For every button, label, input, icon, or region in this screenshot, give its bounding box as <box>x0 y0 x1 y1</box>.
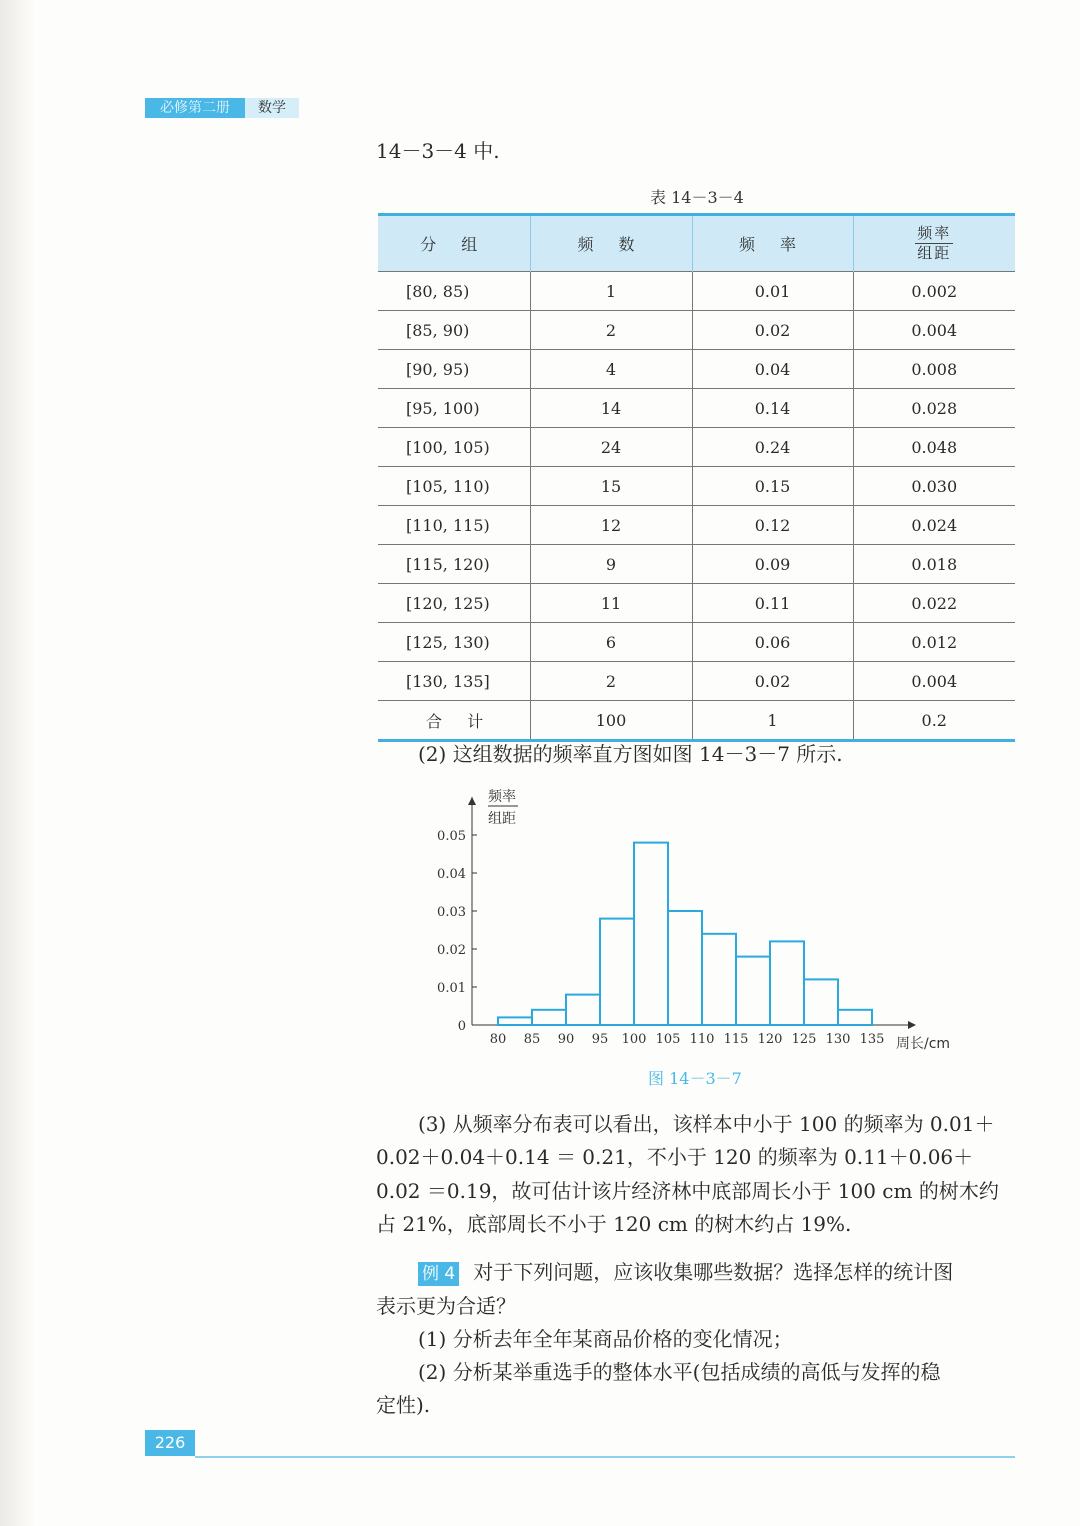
histogram-bar <box>566 995 600 1025</box>
cell-group: [80, 85) <box>378 272 530 311</box>
example-item-2-cont: 定性). <box>376 1393 431 1417</box>
histogram-chart <box>430 782 970 1072</box>
example-item-2: (2) 分析某举重选手的整体水平(包括成绩的高低与发挥的稳 <box>418 1360 941 1384</box>
part3-line-3: 0.02 ＝0.19，故可估计该片经济林中底部周长小于 100 cm 的树木约 <box>376 1179 999 1203</box>
cell-count: 100 <box>530 701 692 741</box>
part3-line-2: 0.02＋0.04＋0.14 ＝ 0.21，不小于 120 的频率为 0.11＋0.06＋ <box>376 1145 974 1169</box>
cell-density: 0.008 <box>853 350 1015 389</box>
cell-density: 0.024 <box>853 506 1015 545</box>
cell-group: [115, 120) <box>378 545 530 584</box>
table-row <box>378 506 1015 545</box>
table-row <box>378 662 1015 701</box>
cell-frequency: 0.02 <box>692 662 853 701</box>
example-line-1 <box>418 1256 953 1289</box>
cell-frequency: 0.02 <box>692 311 853 350</box>
x-tick-label: 105 <box>655 1032 681 1047</box>
table-row <box>378 389 1015 428</box>
y-tick-label: 0.05 <box>437 829 466 844</box>
x-tick-label: 135 <box>859 1032 885 1047</box>
running-header <box>145 98 299 118</box>
cell-frequency: 0.01 <box>692 272 853 311</box>
table-row <box>378 467 1015 506</box>
cell-group: [105, 110) <box>378 467 530 506</box>
cell-count: 4 <box>530 350 692 389</box>
cell-frequency: 0.14 <box>692 389 853 428</box>
part2-text: (2) 这组数据的频率直方图如图 14－3－7 所示. <box>418 742 843 766</box>
x-tick-label: 115 <box>723 1032 749 1047</box>
histogram-bar <box>702 934 736 1025</box>
table-row <box>378 350 1015 389</box>
cell-group: 合 计 <box>378 701 530 741</box>
cell-count: 1 <box>530 272 692 311</box>
y-tick-label: 0.04 <box>437 867 466 882</box>
cell-frequency: 1 <box>692 701 853 741</box>
cell-frequency: 0.09 <box>692 545 853 584</box>
histogram-bar <box>838 1010 872 1025</box>
cell-density: 0.030 <box>853 467 1015 506</box>
table-row <box>378 428 1015 467</box>
table-caption: 表 14－3－4 <box>650 188 744 207</box>
cell-density: 0.004 <box>853 662 1015 701</box>
page-edge-shadow <box>0 0 36 1526</box>
cell-density: 0.012 <box>853 623 1015 662</box>
example-line-2: 表示更为合适？ <box>376 1294 516 1318</box>
cell-group: [90, 95) <box>378 350 530 389</box>
histogram-bar <box>634 843 668 1025</box>
cell-density: 0.028 <box>853 389 1015 428</box>
fraction-numerator: 频率 <box>917 224 952 242</box>
histogram-bar <box>668 911 702 1025</box>
y-tick-label: 0.02 <box>437 943 466 958</box>
x-tick-label: 130 <box>825 1032 851 1047</box>
y-axis-label-numerator: 频率 <box>488 789 516 805</box>
table-row <box>378 545 1015 584</box>
cell-count: 15 <box>530 467 692 506</box>
cell-count: 11 <box>530 584 692 623</box>
example-question: 对于下列问题，应该收集哪些数据？选择怎样的统计图 <box>473 1260 954 1284</box>
cell-frequency: 0.06 <box>692 623 853 662</box>
x-tick-label: 90 <box>557 1032 575 1047</box>
cell-count: 6 <box>530 623 692 662</box>
cell-group: [95, 100) <box>378 389 530 428</box>
cell-group: [85, 90) <box>378 311 530 350</box>
cell-group: [120, 125) <box>378 584 530 623</box>
book-title: 必修第二册 <box>145 98 245 118</box>
histogram-bar <box>736 957 770 1025</box>
x-tick-label: 110 <box>689 1032 715 1047</box>
histogram-bar <box>770 941 804 1025</box>
x-tick-label: 80 <box>489 1032 507 1047</box>
x-tick-label: 95 <box>591 1032 609 1047</box>
cell-density: 0.004 <box>853 311 1015 350</box>
y-axis-arrow <box>468 797 476 805</box>
header-density <box>853 215 1015 272</box>
example-tag: 例 4 <box>418 1262 459 1286</box>
cell-frequency: 0.04 <box>692 350 853 389</box>
x-tick-label: 120 <box>757 1032 783 1047</box>
cell-frequency: 0.24 <box>692 428 853 467</box>
cell-density: 0.2 <box>853 701 1015 741</box>
table-header-row <box>378 215 1015 272</box>
cell-count: 2 <box>530 311 692 350</box>
table-row <box>378 701 1015 741</box>
header-group: 分 组 <box>420 235 488 254</box>
footer-rule <box>195 1456 1015 1458</box>
part3-line-4: 占 21%，底部周长不小于 120 cm 的树木约占 19%. <box>376 1212 852 1236</box>
cell-frequency: 0.15 <box>692 467 853 506</box>
cell-count: 12 <box>530 506 692 545</box>
cell-count: 14 <box>530 389 692 428</box>
cell-density: 0.022 <box>853 584 1015 623</box>
x-tick-label: 85 <box>523 1032 541 1047</box>
cell-frequency: 0.11 <box>692 584 853 623</box>
figure-caption: 图 14－3－7 <box>648 1069 742 1088</box>
intro-text: 14－3－4 中. <box>376 139 500 163</box>
histogram-bar <box>498 1017 532 1025</box>
cell-group: [125, 130) <box>378 623 530 662</box>
histogram-bar <box>804 979 838 1025</box>
x-axis-label: 周长/cm <box>896 1036 951 1052</box>
table-row <box>378 584 1015 623</box>
y-tick-label: 0.01 <box>437 981 466 996</box>
y-tick-label: 0 <box>457 1019 466 1034</box>
page-number: 226 <box>145 1430 195 1456</box>
cell-density: 0.048 <box>853 428 1015 467</box>
cell-count: 2 <box>530 662 692 701</box>
density-fraction <box>915 224 953 263</box>
histogram-bar <box>600 919 634 1025</box>
header-count: 频 数 <box>530 215 692 272</box>
x-tick-label: 125 <box>791 1032 817 1047</box>
cell-group: [130, 135] <box>378 662 530 701</box>
cell-group: [100, 105) <box>378 428 530 467</box>
y-tick-label: 0.03 <box>437 905 466 920</box>
cell-count: 24 <box>530 428 692 467</box>
cell-count: 9 <box>530 545 692 584</box>
x-tick-label: 100 <box>621 1032 647 1047</box>
cell-frequency: 0.12 <box>692 506 853 545</box>
histogram-bar <box>532 1010 566 1025</box>
subject-label: 数学 <box>245 98 299 118</box>
part3-line-1: (3) 从频率分布表可以看出，该样本中小于 100 的频率为 0.01＋ <box>418 1112 995 1136</box>
fraction-denominator: 组距 <box>917 244 952 262</box>
table-row <box>378 272 1015 311</box>
table-row <box>378 623 1015 662</box>
y-axis-label-denominator: 组距 <box>488 811 516 827</box>
cell-group: [110, 115) <box>378 506 530 545</box>
x-axis-arrow <box>908 1021 916 1029</box>
frequency-table <box>378 213 1015 742</box>
cell-density: 0.002 <box>853 272 1015 311</box>
cell-density: 0.018 <box>853 545 1015 584</box>
header-frequency: 频 率 <box>692 215 853 272</box>
example-item-1: (1) 分析去年全年某商品价格的变化情况； <box>418 1327 793 1351</box>
table-row <box>378 311 1015 350</box>
